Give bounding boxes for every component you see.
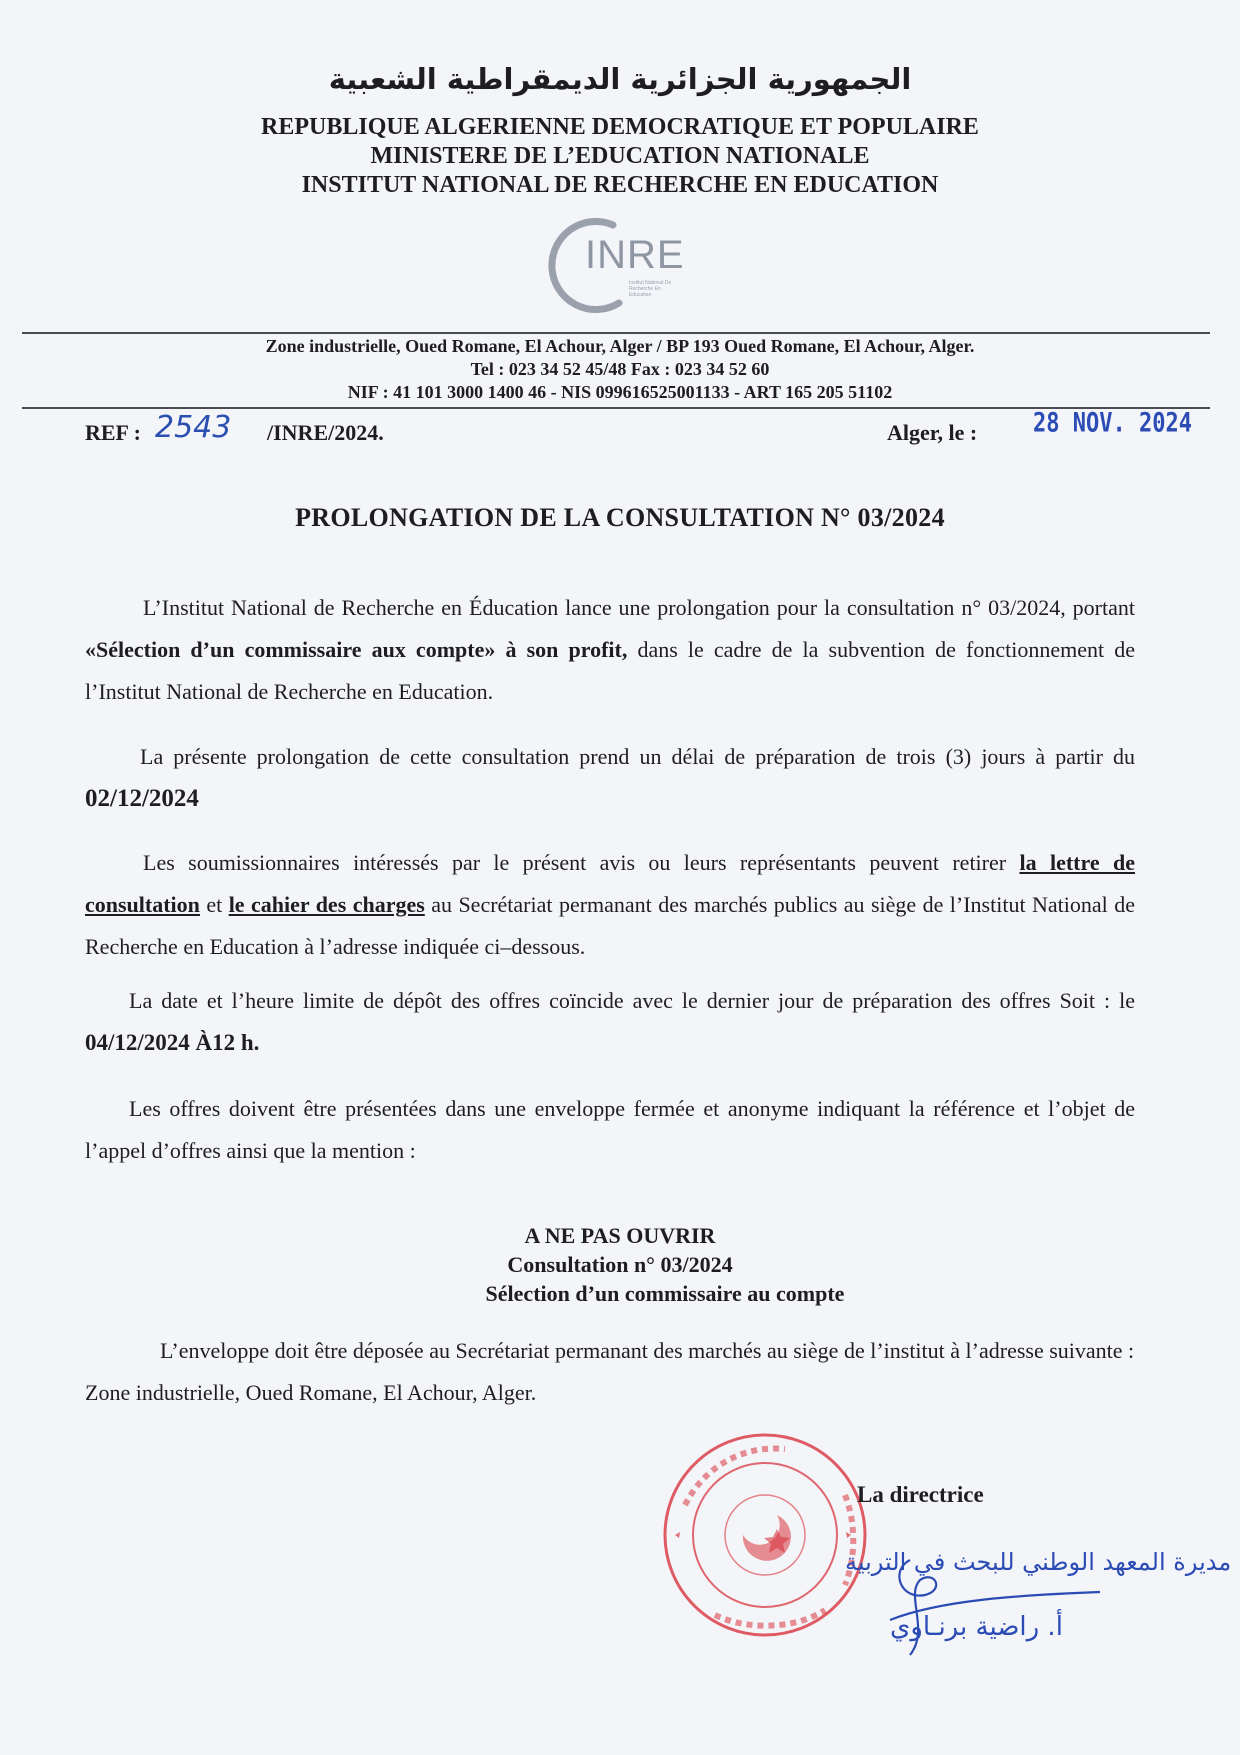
address-line: Zone industrielle, Oued Romane, El Achour, Alger / BP 193 Oued Romane, El Achour, Alger. — [265, 336, 975, 356]
p3-text-a: Les soumissionnaires intéressés par le présent avis ou leurs représentants peuvent retirer — [143, 850, 1020, 875]
signatory-name-arabic: أ. راضية برنـاوي — [890, 1612, 1063, 1642]
arabic-header: الجمهورية الجزائرية الديمقراطية الشعبية — [328, 62, 912, 96]
envelope-mention-consultation: Consultation n° 03/2024 — [507, 1252, 733, 1277]
paragraph-submission — [85, 1330, 1135, 1414]
date-stamp: 28 NOV. 2024 — [1033, 408, 1192, 439]
fiscal-ids-line: NIF : 41 101 3000 1400 46 - NIS 099616525001133 - ART 165 205 51102 — [347, 382, 893, 402]
signatory-title-arabic: مديرة المعهد الوطني للبحث في التربية — [845, 1548, 1232, 1576]
logo-subtitle: Institut National De Recherche En Education — [629, 280, 672, 298]
paragraph-withdrawal — [85, 842, 1135, 968]
header-divider-top — [22, 332, 1210, 334]
logo-text: INRE — [585, 233, 685, 277]
city-date-label: Alger, le : — [887, 420, 978, 445]
header-institute: INSTITUT NATIONAL DE RECHERCHE EN EDUCATION — [301, 172, 939, 198]
paragraph-offers — [85, 1088, 1135, 1172]
inre-logo — [535, 215, 685, 315]
header-republic: REPUBLIQUE ALGERIENNE DEMOCRATIQUE ET POPULAIRE — [261, 114, 979, 140]
ref-label: REF : — [85, 420, 142, 445]
paragraph-deadline — [85, 980, 1135, 1064]
start-date: 02/12/2024 — [85, 785, 199, 812]
official-seal-icon — [655, 1425, 875, 1645]
p1-subject-bold: «Sélection d’un commissaire aux compte» à son profit, — [85, 637, 628, 662]
envelope-mention-subject: Sélection d’un commissaire au compte — [485, 1281, 845, 1306]
specifications-label: le cahier des charges — [228, 892, 425, 917]
p1-text-c: dans le cadre de la subvention de fonctionnement de l’Institut National de Recherche en Education. — [85, 637, 1135, 704]
deadline-datetime: 04/12/2024 À12 h. — [85, 1030, 260, 1055]
ref-suffix: /INRE/2024. — [267, 420, 384, 445]
envelope-mention-do-not-open: A NE PAS OUVRIR — [524, 1223, 716, 1248]
document-title: PROLONGATION DE LA CONSULTATION N° 03/2024 — [295, 503, 945, 532]
p4-text-a: La date et l’heure limite de dépôt des offres coïncide avec le dernier jour de préparation des offres Soit : le — [129, 988, 1135, 1013]
paragraph-intro — [85, 587, 1135, 713]
p3-text-e: au Secrétariat permanant des marchés publics au siège de l’Institut National de Recherche en Education à l’adresse indiquée ci–dessous. — [85, 892, 1135, 959]
paragraph-delay — [85, 736, 1135, 820]
header-divider-bottom — [22, 407, 1210, 409]
handwritten-signature-icon — [850, 1540, 1130, 1660]
contact-line: Tel : 023 34 52 45/48 Fax : 023 34 52 60 — [470, 359, 770, 379]
header-ministry: MINISTERE DE L’EDUCATION NATIONALE — [370, 143, 870, 169]
p3-text-c: et — [199, 892, 229, 917]
signatory-role: La directrice — [857, 1482, 984, 1507]
p2-text-a: La présente prolongation de cette consultation prend un délai de préparation de trois (3) jours à partir du — [140, 744, 1135, 769]
p6-text: L’enveloppe doit être déposée au Secrétariat permanant des marchés au siège de l’institut à l’adresse suivante : Zone industrielle, Oued Romane, El Achour, Alger. — [85, 1338, 1135, 1405]
p5-text: Les offres doivent être présentées dans une enveloppe fermée et anonyme indiquant la référence et l’objet de l’appel d’offres ainsi que la mention : — [85, 1096, 1135, 1163]
ref-number-handwritten: 2543 — [155, 410, 232, 445]
p1-text-a: L’Institut National de Recherche en Éducation lance une prolongation pour la consultation n° 03/2024, portant — [143, 595, 1135, 620]
consultation-letter-label: la lettre de consultation — [85, 850, 1135, 917]
